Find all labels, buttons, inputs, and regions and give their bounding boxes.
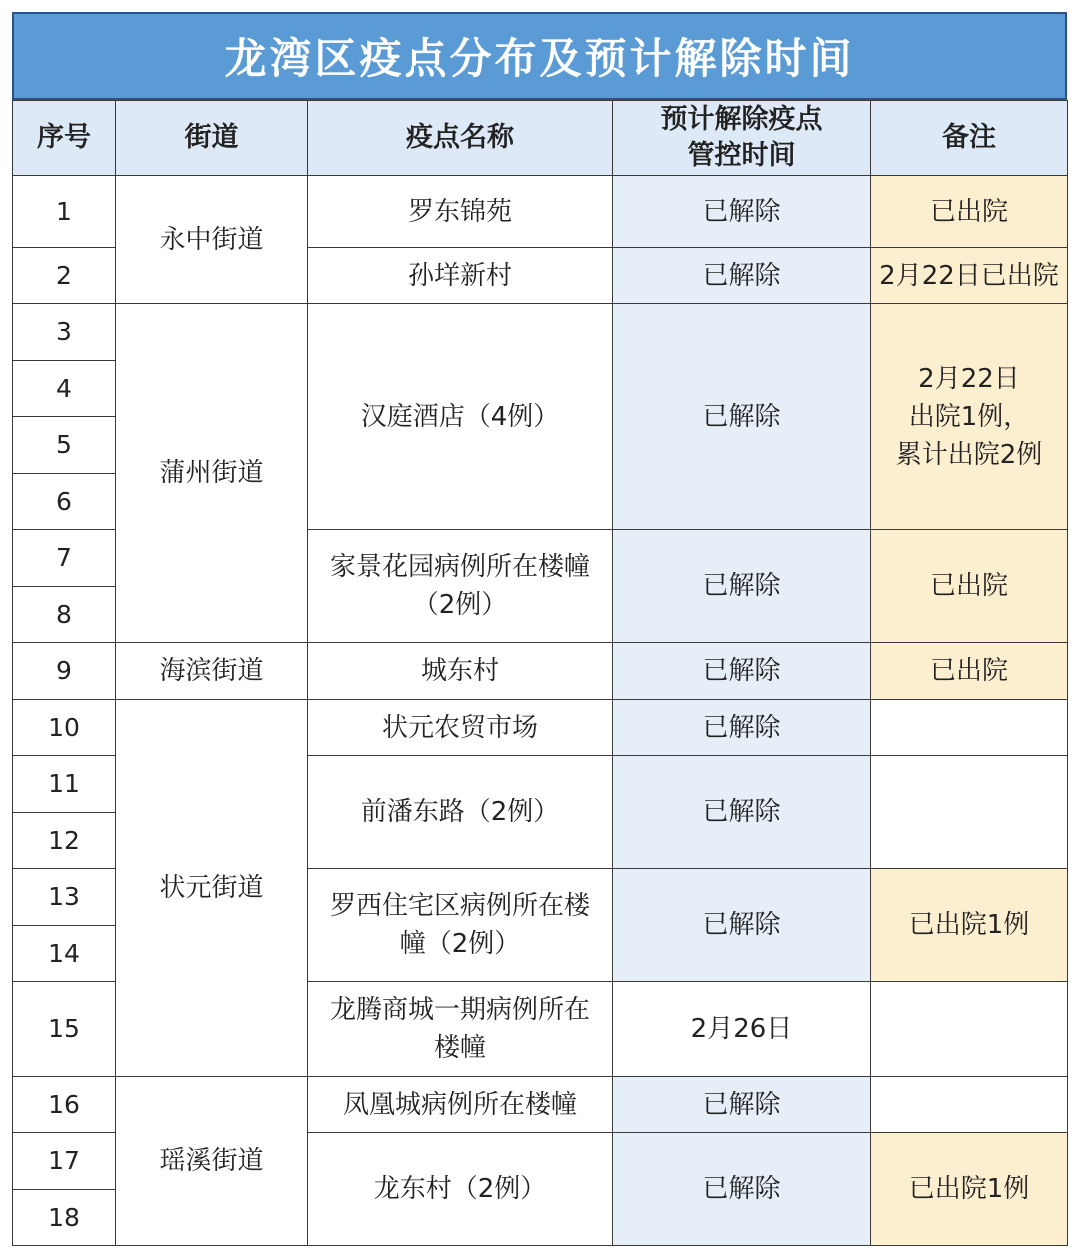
site-cell: 前潘东路（2例） — [308, 756, 613, 869]
note-cell: 2月22日 出院1例， 累计出院2例 — [871, 304, 1068, 530]
title-bar — [12, 12, 1067, 100]
site-cell: 城东村 — [308, 643, 613, 700]
header-time: 预计解除疫点 管控时间 — [613, 101, 871, 176]
row-index: 1 — [13, 176, 116, 248]
time-cell: 已解除 — [613, 530, 871, 643]
row-index: 3 — [13, 304, 116, 361]
site-cell: 龙腾商城一期病例所在 楼幢 — [308, 982, 613, 1077]
street-cell: 状元街道 — [116, 700, 308, 1077]
row-index: 2 — [13, 248, 116, 304]
outbreak-table — [12, 100, 1068, 1246]
note-cell — [871, 1077, 1068, 1133]
page — [12, 12, 1067, 1245]
note-cell: 已出院1例 — [871, 869, 1068, 982]
note-cell: 已出院 — [871, 176, 1068, 248]
table-row — [13, 700, 1068, 756]
row-index: 11 — [13, 756, 116, 813]
street-cell: 瑶溪街道 — [116, 1077, 308, 1246]
site-cell: 罗东锦苑 — [308, 176, 613, 248]
site-cell: 汉庭酒店（4例） — [308, 304, 613, 530]
time-cell: 2月26日 — [613, 982, 871, 1077]
row-index: 15 — [13, 982, 116, 1077]
row-index: 9 — [13, 643, 116, 700]
time-cell: 已解除 — [613, 869, 871, 982]
row-index: 14 — [13, 926, 116, 982]
header-note: 备注 — [871, 101, 1068, 176]
table-row — [13, 304, 1068, 361]
site-cell: 家景花园病例所在楼幢 （2例） — [308, 530, 613, 643]
site-cell: 龙东村（2例） — [308, 1133, 613, 1246]
time-cell: 已解除 — [613, 248, 871, 304]
street-cell: 永中街道 — [116, 176, 308, 304]
note-cell: 已出院 — [871, 643, 1068, 700]
note-cell — [871, 756, 1068, 869]
header-street: 街道 — [116, 101, 308, 176]
page-title: 龙湾区疫点分布及预计解除时间 — [224, 34, 855, 83]
time-cell: 已解除 — [613, 176, 871, 248]
note-cell: 已出院1例 — [871, 1133, 1068, 1246]
site-cell: 状元农贸市场 — [308, 700, 613, 756]
note-cell: 2月22日已出院 — [871, 248, 1068, 304]
time-cell: 已解除 — [613, 643, 871, 700]
street-cell: 海滨街道 — [116, 643, 308, 700]
note-cell — [871, 982, 1068, 1077]
time-cell: 已解除 — [613, 1077, 871, 1133]
row-index: 13 — [13, 869, 116, 926]
row-index: 7 — [13, 530, 116, 587]
time-cell: 已解除 — [613, 1133, 871, 1246]
row-index: 16 — [13, 1077, 116, 1133]
row-index: 12 — [13, 813, 116, 869]
row-index: 4 — [13, 361, 116, 417]
site-cell: 孙垟新村 — [308, 248, 613, 304]
header-index: 序号 — [13, 101, 116, 176]
time-cell: 已解除 — [613, 700, 871, 756]
row-index: 5 — [13, 417, 116, 474]
header-row — [13, 101, 1068, 176]
row-index: 10 — [13, 700, 116, 756]
table-row — [13, 643, 1068, 700]
row-index: 8 — [13, 587, 116, 643]
note-cell — [871, 700, 1068, 756]
site-cell: 罗西住宅区病例所在楼 幢（2例） — [308, 869, 613, 982]
site-cell: 凤凰城病例所在楼幢 — [308, 1077, 613, 1133]
table-row — [13, 176, 1068, 248]
row-index: 6 — [13, 474, 116, 530]
row-index: 18 — [13, 1190, 116, 1246]
street-cell: 蒲州街道 — [116, 304, 308, 643]
time-cell: 已解除 — [613, 304, 871, 530]
row-index: 17 — [13, 1133, 116, 1190]
time-cell: 已解除 — [613, 756, 871, 869]
note-cell: 已出院 — [871, 530, 1068, 643]
header-site: 疫点名称 — [308, 101, 613, 176]
table-row — [13, 1077, 1068, 1133]
